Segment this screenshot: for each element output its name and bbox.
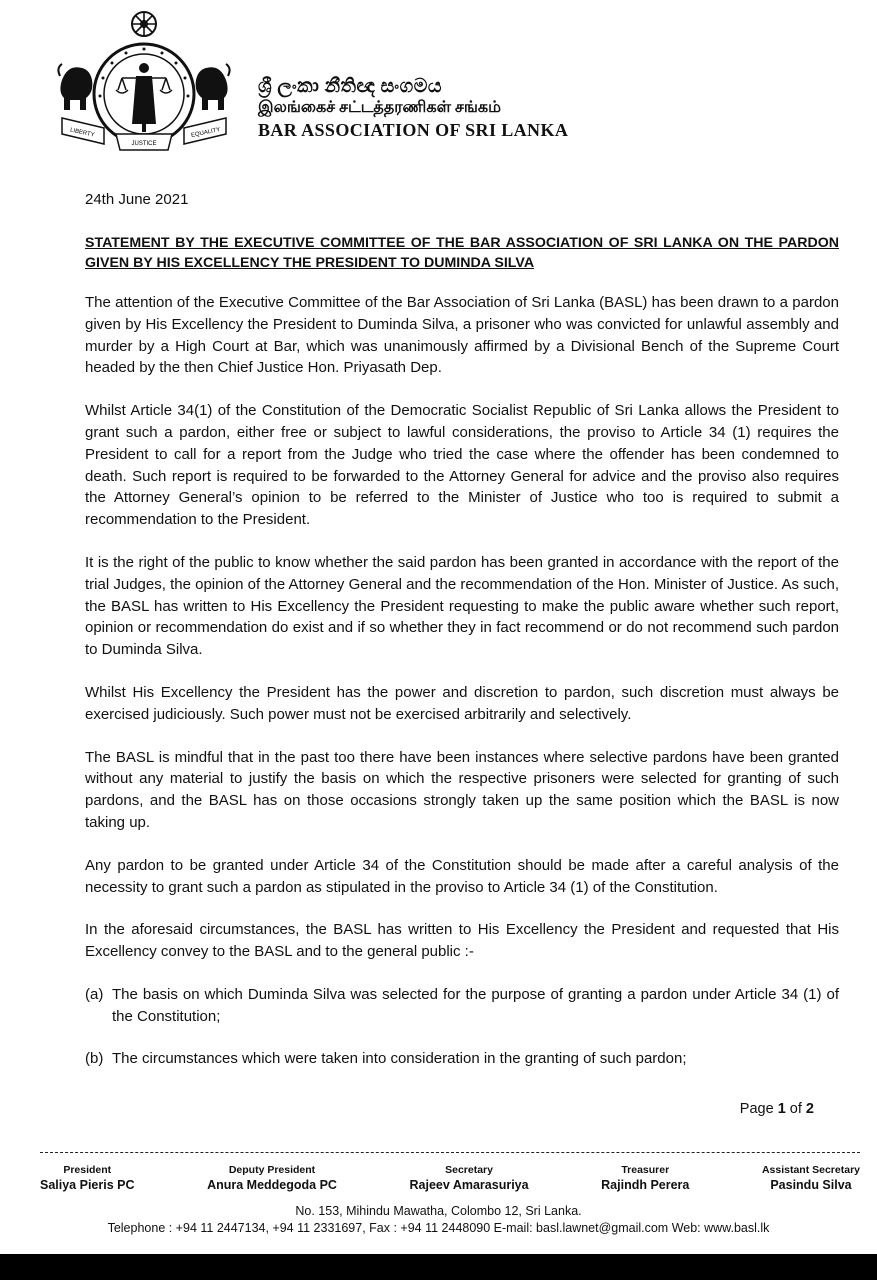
list-marker: (b) [85,1049,104,1067]
statement-title: STATEMENT BY THE EXECUTIVE COMMITTEE OF THE BAR ASSOCIATION OF SRI LANKA ON THE PARDON GIVEN BY HIS EXCELLENCY THE PRESIDENT TO DUMINDA SILVA [85,235,839,271]
letterhead [0,0,877,175]
list-item [85,984,839,1028]
organization-names [258,76,568,142]
paragraph: The attention of the Executive Committee of the Bar Association of Sri Lanka (BASL) has been drawn to a pardon given by His Excellency the President to Duminda Silva, a prisoner who was convicted for unlawful assembly and murder by a High Court at Bar, which was unanimously affirmed by a Divisional Bench of the Supreme Court headed by the then Chief Justice Hon. Priyasath Dep. [85,294,839,377]
paragraph: Any pardon to be granted under Article 34 of the Constitution should be made after a careful analysis of the necessity to grant such a pardon as stipulated in the proviso to Article 34 (1) of the Constitution. [85,856,839,896]
list-marker: (a) [85,985,104,1003]
paragraph: Whilst His Excellency the President has the power and discretion to pardon, such discretion must always be exercised judiciously. Such power must not be exercised arbitrarily and selectively. [85,683,839,723]
list-text: The circumstances which were taken into consideration in the granting of such pardon; [112,1049,687,1067]
basl-emblem-logo [56,6,232,154]
list-item [85,1048,839,1070]
officer-deputy-president: Deputy President Anura Meddegoda PC [207,1164,337,1192]
footer-contact: Telephone : +94 11 2447134, +94 11 2331697, Fax : +94 11 2448090 E-mail: basl.lawnet@gmail.com Web: www.basl.lk [107,1221,770,1235]
officer-secretary: Secretary Rajeev Amarasuriya [409,1164,529,1192]
paragraph: In the aforesaid circumstances, the BASL has written to His Excellency the President and requested that His Excellency convey to the BASL and to the general public :- [85,921,839,961]
org-name-tamil: இலங்கைச் சட்டத்தரணிகள் சங்கம் [258,99,501,116]
footer-divider [40,1152,860,1153]
lion-left-icon [58,64,92,110]
page-number: Page 1 of 2 [739,1101,814,1117]
office-bearers [40,1163,860,1194]
org-name-sinhala: ශ්‍රී ලංකා නීතිඥ සංගමය [258,76,443,97]
org-name-english: BAR ASSOCIATION OF SRI LANKA [258,120,569,140]
paragraph: The BASL is mindful that in the past too there have been instances where selective pardons have been granted without any material to justify the basis on which the respective prisoners were selected for granting of such pardons, and the BASL has on those occasions strongly taken up the same position which the BASL is now taking up. [85,748,839,831]
dharma-wheel-icon [132,12,156,36]
officer-president: President Saliya Pieris PC [40,1164,135,1192]
statement-body [85,190,839,1089]
svg-text:EQUALITY: EQUALITY [190,127,221,140]
paragraph: Whilst Article 34(1) of the Constitution of the Democratic Socialist Republic of Sri Lanka allows the President to grant such a pardon, either free or subject to lawful considerations, the proviso to Article 34 (1) requires the President to call for a report from the Judge who tried the case where the offender has been condemned to death. Such report is required to be forwarded to the Attorney General for advice and the proviso also requires the Attorney General’s opinion to be referred to the Minister of Justice who too is required to submit a recommendation to the President. [85,402,839,529]
footer-address: No. 153, Mihindu Mawatha, Colombo 12, Sri Lanka. [295,1204,582,1218]
svg-text:JUSTICE: JUSTICE [131,141,157,147]
lion-right-icon [196,64,230,110]
officer-treasurer: Treasurer Rajindh Perera [601,1164,690,1192]
bottom-black-bar [0,1254,877,1280]
statement-date: 24th June 2021 [85,191,189,208]
page-current: 1 [777,1101,786,1117]
paragraph: It is the right of the public to know whether the said pardon has been granted in accordance with the report of the trial Judges, the opinion of the Attorney General and the recommendation of the Hon. Minister of Justice. As such, the BASL has written to His Excellency the President requesting to make the public aware whether such report, opinion or recommendation do exist and if so whether they in fact recommend or do not recommend such pardon to Duminda Silva. [85,553,839,659]
officer-assistant-secretary: Assistant Secretary Pasindu Silva [761,1164,860,1192]
list-text: The basis on which Duminda Silva was selected for the purpose of granting a pardon under Article 34 (1) of the Constitution; [112,985,839,1025]
svg-text:LIBERTY: LIBERTY [69,127,96,139]
page-total: 2 [805,1101,814,1117]
